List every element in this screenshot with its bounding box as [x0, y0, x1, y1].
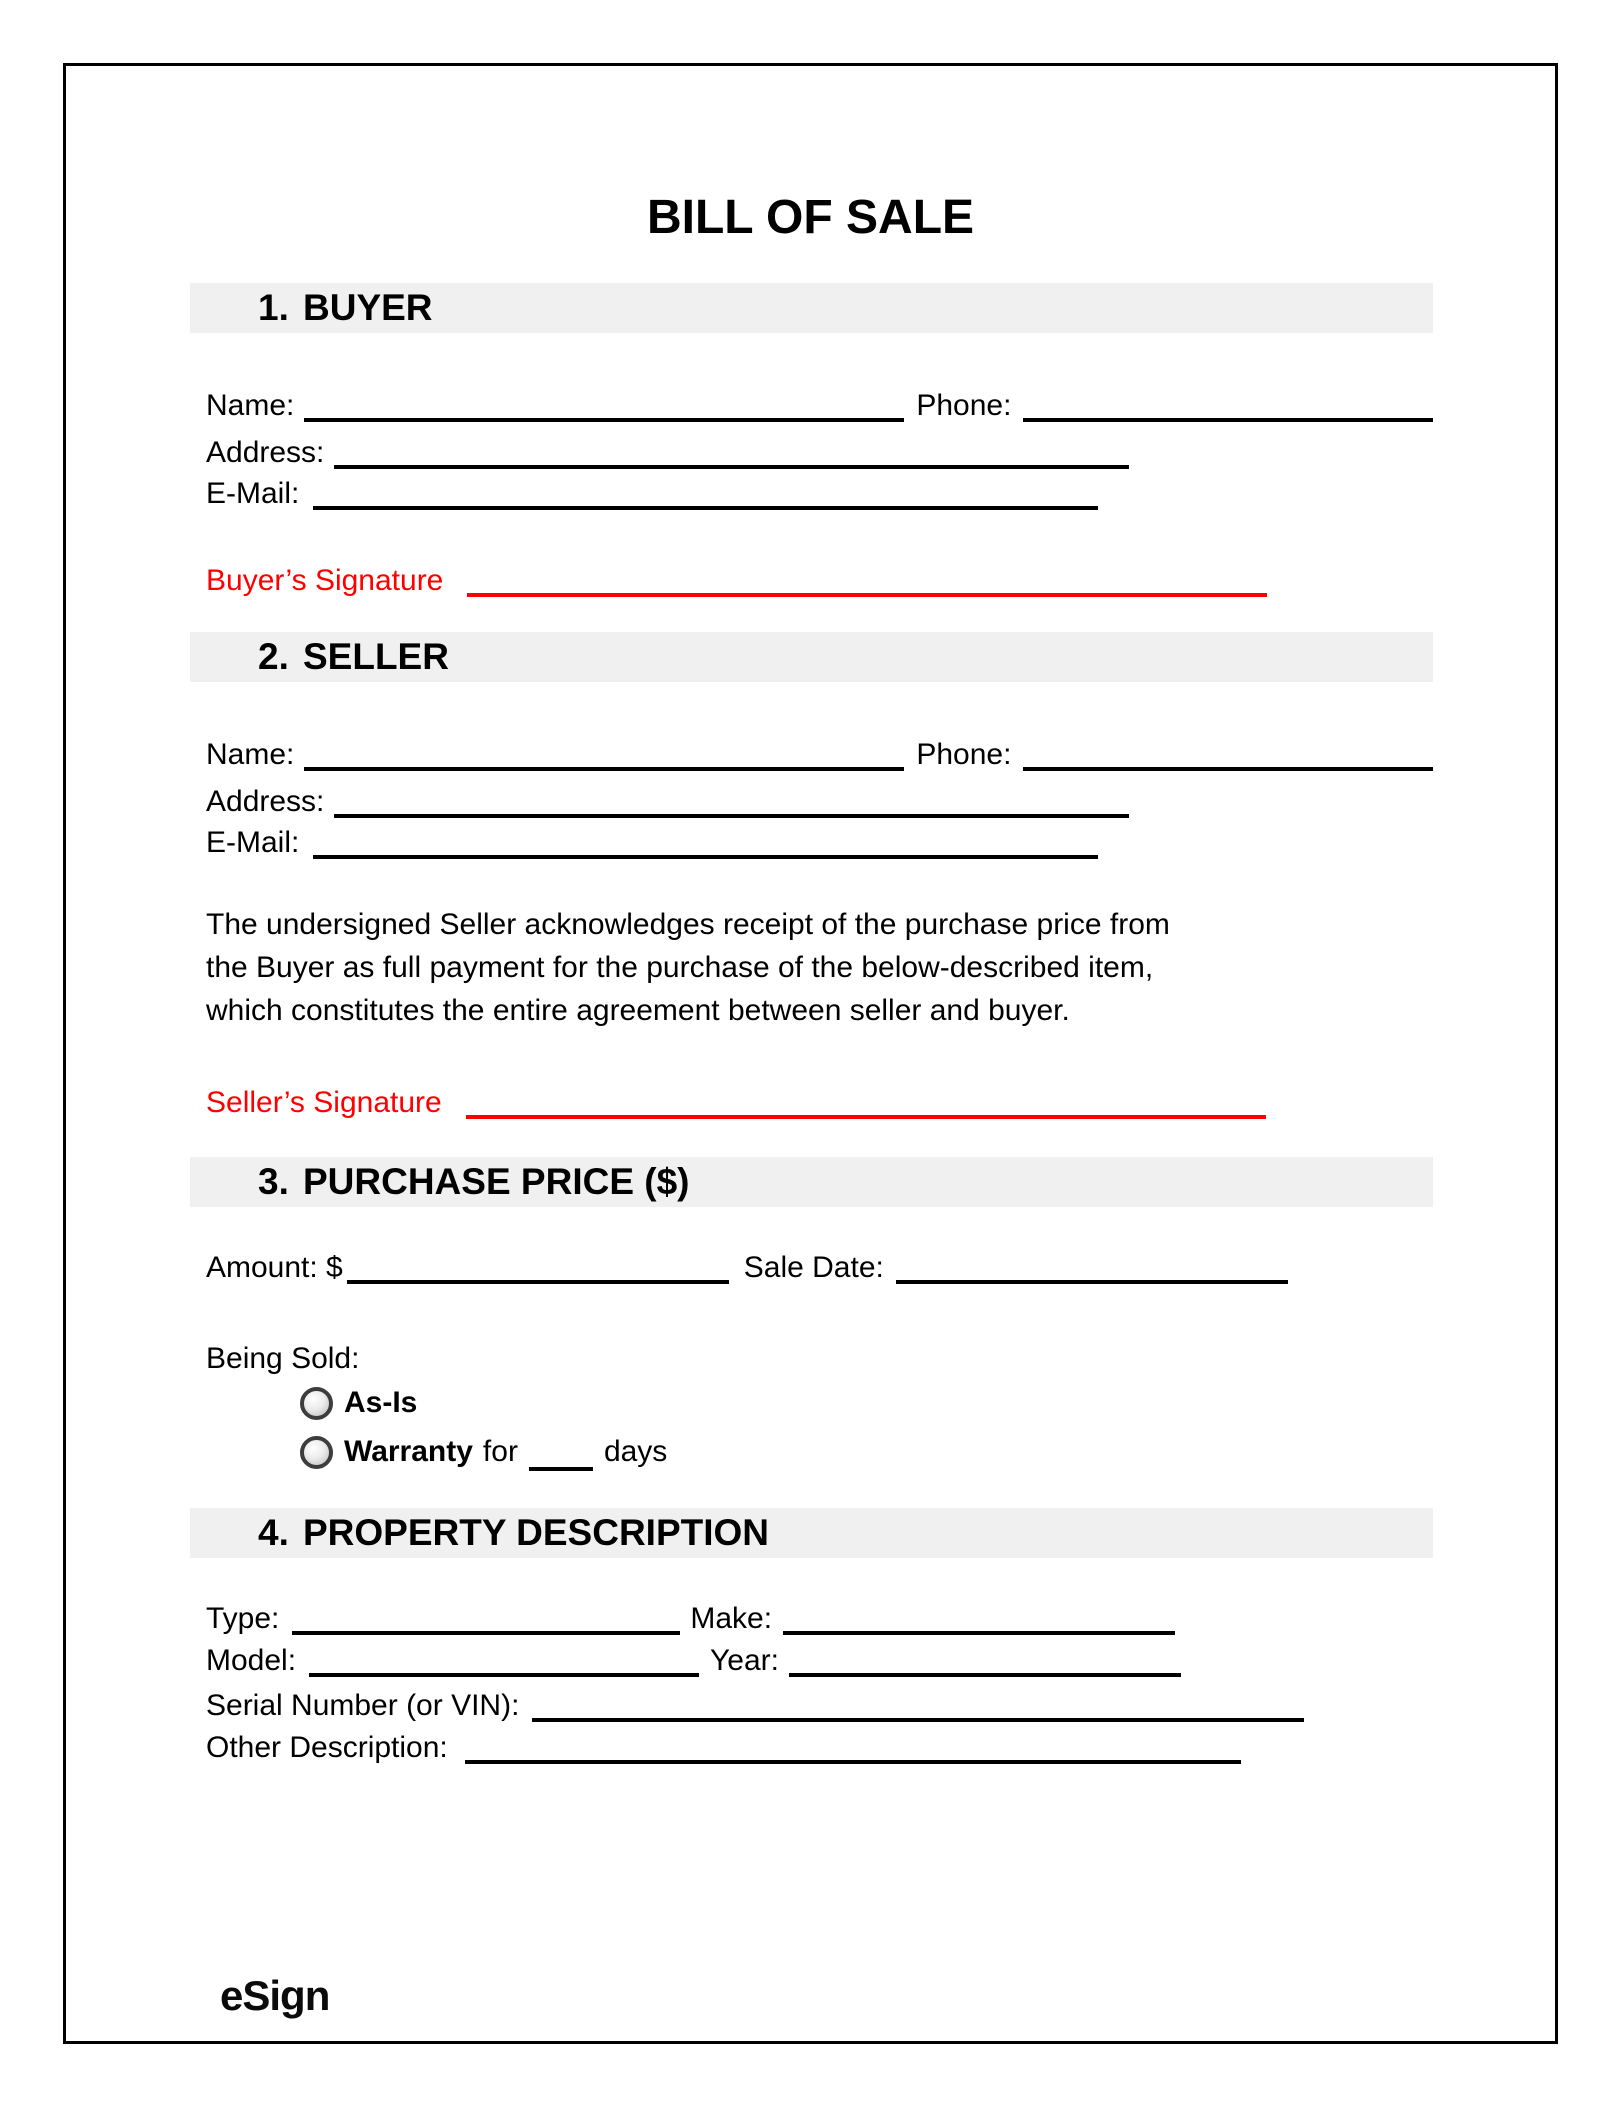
model-input-line[interactable]	[309, 1644, 699, 1677]
section-number-property-description: 4.	[258, 1512, 289, 1553]
seller-address-label: Address:	[206, 785, 325, 818]
warranty-radio-button[interactable]	[300, 1436, 333, 1469]
type-input-line[interactable]	[292, 1602, 680, 1635]
model-label: Model:	[206, 1644, 297, 1677]
seller-acknowledgment-paragraph	[206, 903, 1466, 1032]
seller-phone-input-line[interactable]	[1023, 738, 1433, 771]
warranty-for-label: for	[482, 1435, 518, 1468]
being-sold-option-as-is	[206, 1383, 1433, 1423]
section-header-property-description	[190, 1508, 1433, 1558]
section-number-buyer: 1.	[258, 287, 289, 328]
amount-label: Amount: $	[206, 1251, 343, 1284]
being-sold-option-warranty	[206, 1432, 1433, 1472]
section-title-seller: SELLER	[303, 636, 449, 677]
warranty-label: Warranty	[344, 1435, 473, 1468]
section-title-property-description: PROPERTY DESCRIPTION	[303, 1512, 770, 1553]
other-description-input-line[interactable]	[465, 1731, 1241, 1764]
section-header-seller	[190, 632, 1433, 682]
document-title: BILL OF SALE	[646, 191, 975, 244]
being-sold-label: Being Sold:	[206, 1342, 360, 1375]
section-header-purchase-price	[190, 1157, 1433, 1207]
buyer-phone-input-line[interactable]	[1023, 389, 1433, 422]
buyer-address-input-line[interactable]	[334, 436, 1129, 469]
buyer-address-row	[206, 436, 1433, 469]
buyer-signature-input-line[interactable]	[467, 564, 1267, 597]
sale-date-input-line[interactable]	[896, 1251, 1288, 1284]
esign-logo: eSign	[220, 1972, 330, 2019]
buyer-email-label: E-Mail:	[206, 477, 300, 510]
seller-email-label: E-Mail:	[206, 826, 300, 859]
section-title-buyer: BUYER	[303, 287, 433, 328]
acknowledgment-line-1: The undersigned Seller acknowledges receipt of the purchase price from	[206, 908, 1170, 941]
amount-input-line[interactable]	[347, 1251, 729, 1284]
buyer-name-input-line[interactable]	[304, 389, 904, 422]
seller-address-row	[206, 785, 1433, 818]
year-input-line[interactable]	[789, 1644, 1181, 1677]
buyer-name-label: Name:	[206, 389, 295, 422]
section-number-purchase-price: 3.	[258, 1161, 289, 1202]
make-label: Make:	[690, 1602, 773, 1635]
seller-signature-row	[206, 1086, 1433, 1119]
as-is-radio-button[interactable]	[300, 1387, 333, 1420]
buyer-signature-label: Buyer’s Signature	[206, 564, 444, 597]
acknowledgment-line-3: which constitutes the entire agreement between seller and buyer.	[206, 994, 1070, 1027]
seller-email-row	[206, 826, 1433, 859]
seller-name-label: Name:	[206, 738, 295, 771]
warranty-days-label: days	[603, 1435, 668, 1468]
section-header-buyer	[190, 283, 1433, 333]
type-make-row	[206, 1602, 1433, 1635]
seller-signature-input-line[interactable]	[466, 1086, 1266, 1119]
seller-signature-label: Seller’s Signature	[206, 1086, 442, 1119]
serial-label: Serial Number (or VIN):	[206, 1689, 520, 1722]
buyer-address-label: Address:	[206, 436, 325, 469]
buyer-name-row	[206, 389, 1433, 422]
amount-row	[206, 1251, 1433, 1284]
other-description-row	[206, 1731, 1433, 1764]
buyer-email-input-line[interactable]	[313, 477, 1098, 510]
seller-phone-label: Phone:	[916, 738, 1012, 771]
as-is-label: As-Is	[344, 1386, 418, 1419]
other-description-label: Other Description:	[206, 1731, 448, 1764]
seller-email-input-line[interactable]	[313, 826, 1098, 859]
acknowledgment-line-2: the Buyer as full payment for the purchase of the below-described item,	[206, 951, 1154, 984]
sale-date-label: Sale Date:	[743, 1251, 884, 1284]
seller-name-input-line[interactable]	[304, 738, 904, 771]
serial-row	[206, 1689, 1433, 1722]
warranty-days-input-line[interactable]	[529, 1434, 593, 1471]
section-number-seller: 2.	[258, 636, 289, 677]
make-input-line[interactable]	[783, 1602, 1175, 1635]
section-title-purchase-price: PURCHASE PRICE ($)	[303, 1161, 690, 1202]
year-label: Year:	[710, 1644, 779, 1677]
buyer-email-row	[206, 477, 1433, 510]
buyer-signature-row	[206, 564, 1433, 597]
buyer-phone-label: Phone:	[916, 389, 1012, 422]
seller-address-input-line[interactable]	[334, 785, 1129, 818]
being-sold-row	[206, 1342, 1433, 1375]
type-label: Type:	[206, 1602, 280, 1635]
model-year-row	[206, 1644, 1433, 1677]
serial-input-line[interactable]	[532, 1689, 1304, 1722]
seller-name-row	[206, 738, 1433, 771]
